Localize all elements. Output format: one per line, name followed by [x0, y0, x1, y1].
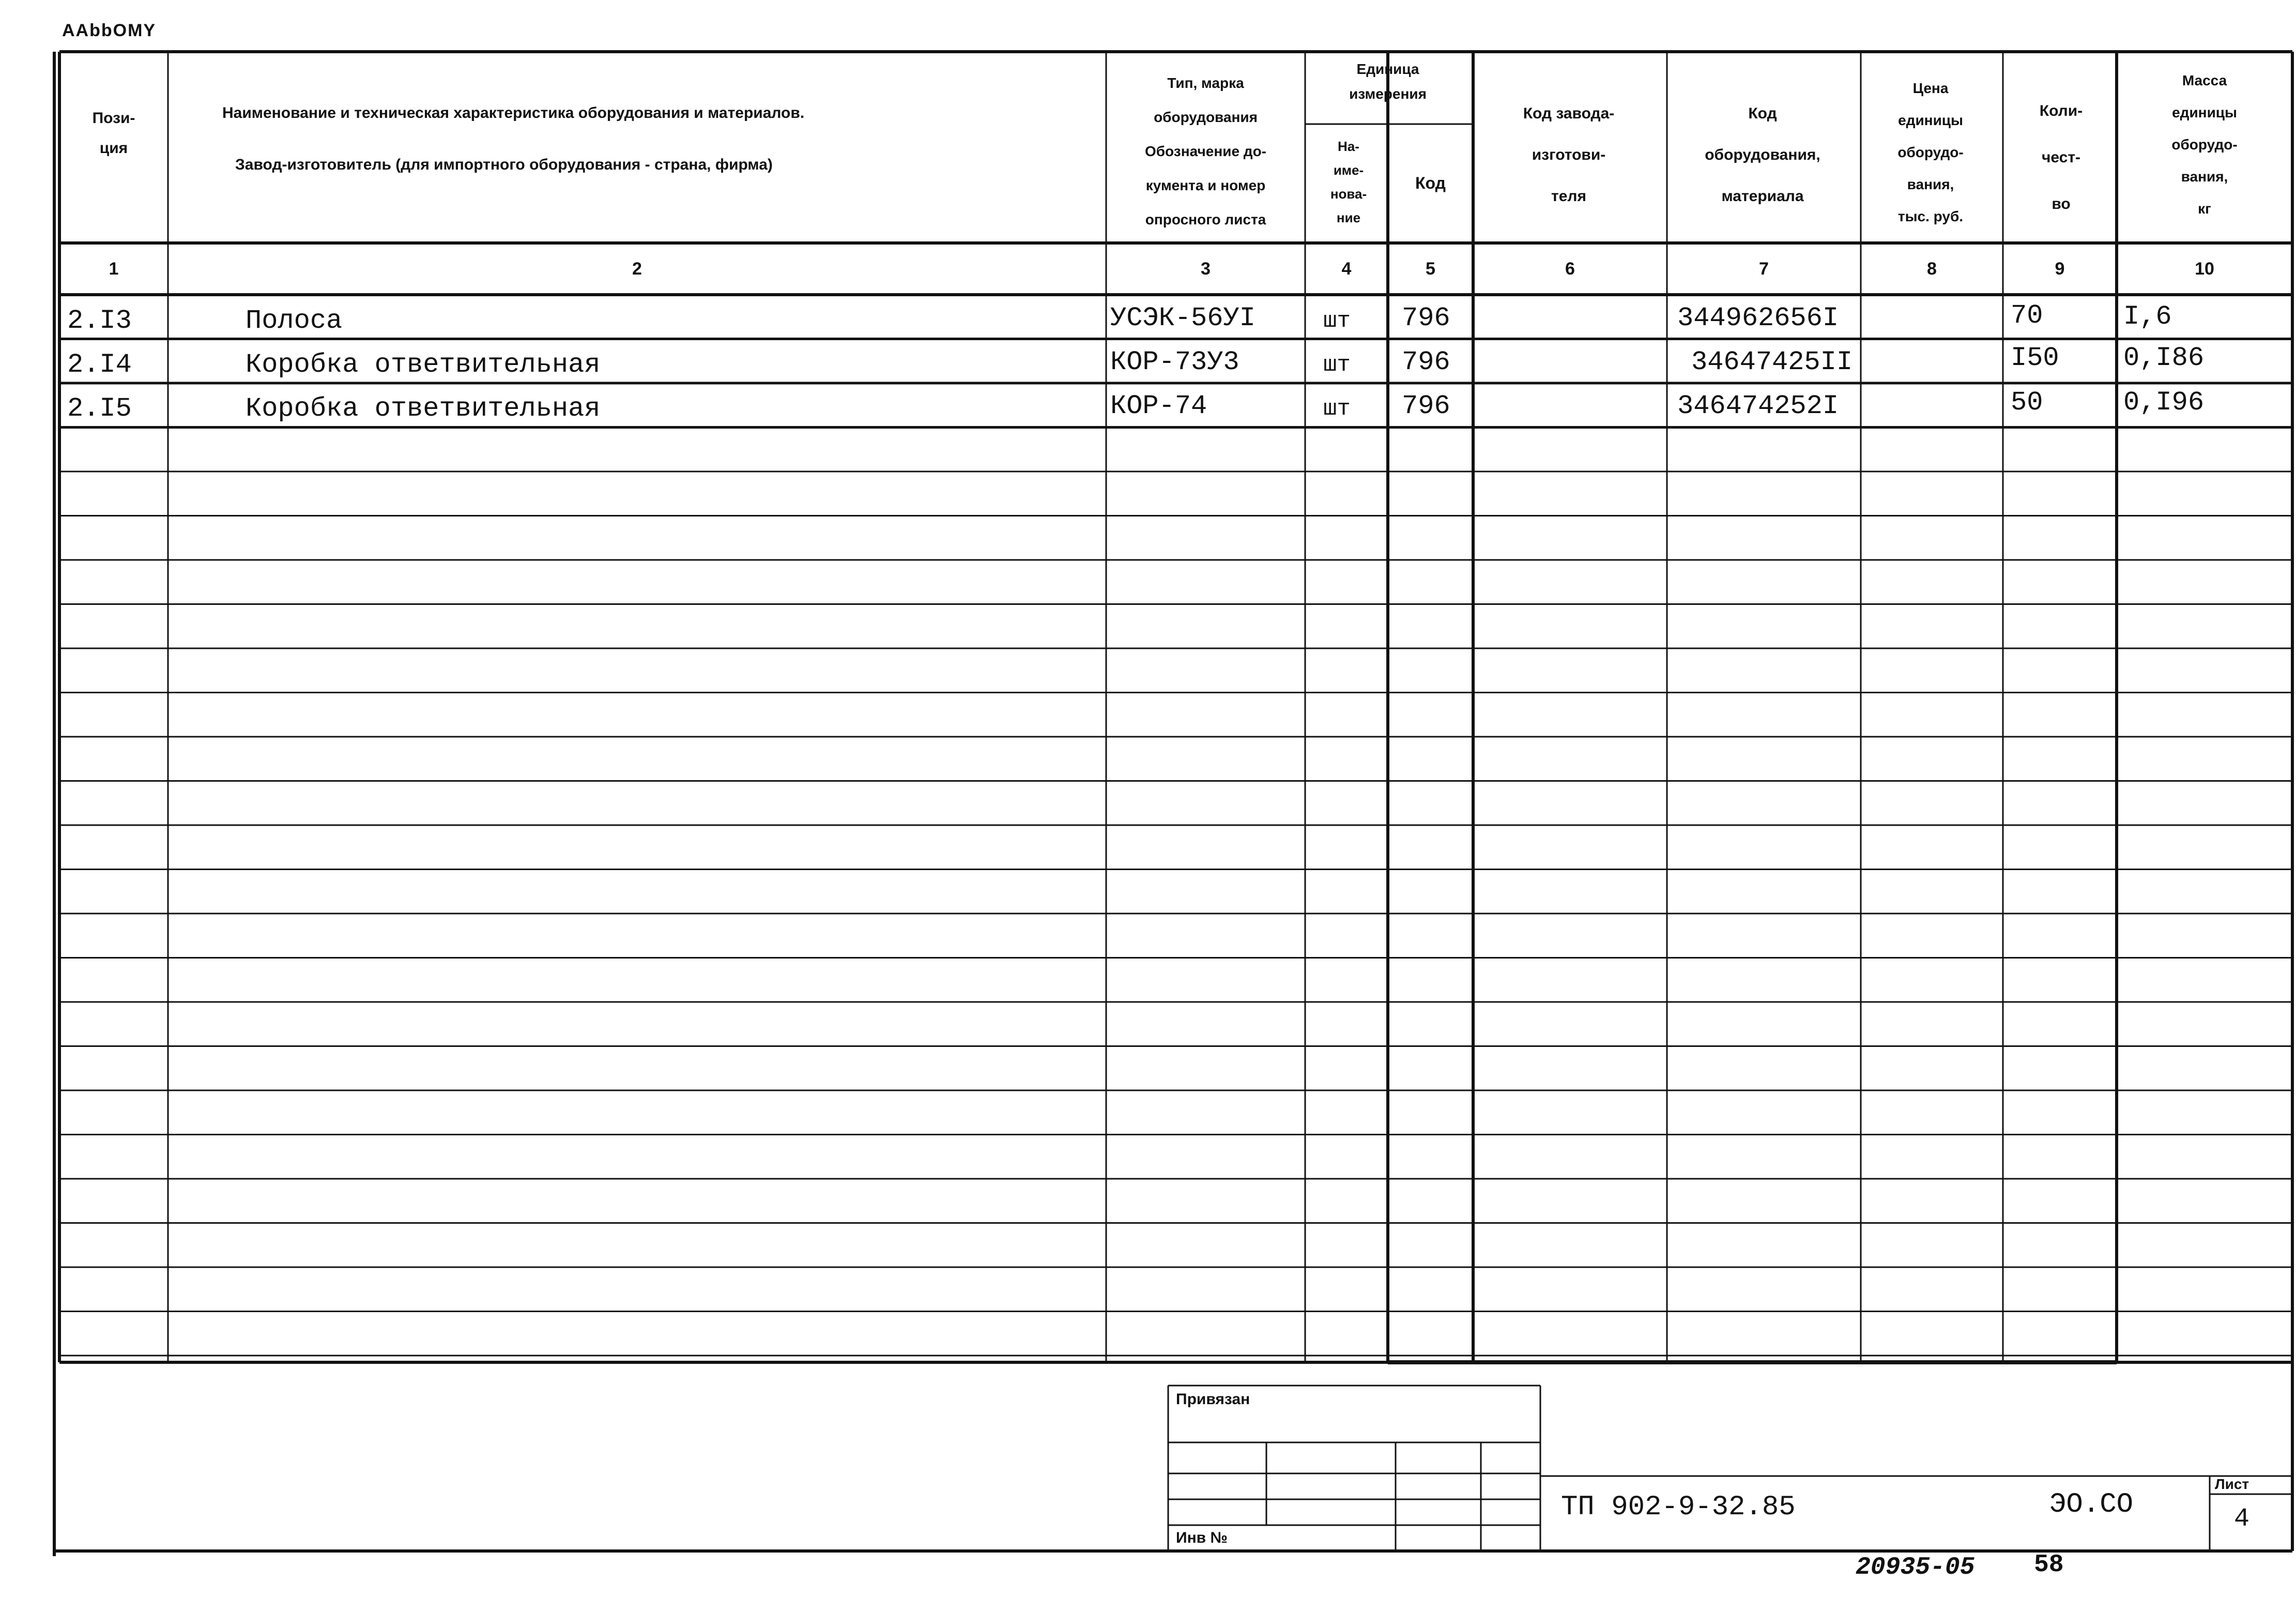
row-position: 2.I4	[67, 349, 132, 380]
header-plant-code: Код завода- изготови- теля	[1523, 105, 1615, 205]
column-number: 5	[1426, 259, 1435, 279]
footer-stamp: 58	[2034, 1551, 2064, 1579]
row-position: 2.I5	[67, 393, 132, 424]
header-name-line1: Наименование и техническая характеристика оборудования и материалов.	[222, 104, 805, 121]
column-number: 2	[632, 259, 642, 279]
row-quantity: 50	[2011, 387, 2043, 418]
row-quantity: I50	[2011, 343, 2059, 373]
header-quantity: Коли- чест- во	[2039, 102, 2083, 212]
header-price: Цена единицы оборудо- вания, тыс. руб.	[1897, 80, 1964, 224]
row-unit: шт	[1323, 352, 1351, 378]
footer-stamp: 20935-05	[1856, 1554, 1975, 1581]
row-type: КОР-74	[1110, 391, 1207, 421]
header-mass: Масса единицы оборудо- вания, кг	[2171, 72, 2238, 217]
header-equipment-code: Код оборудования, материала	[1705, 105, 1820, 205]
row-equipment-code: 346474252I	[1677, 391, 1839, 421]
row-position: 2.I3	[67, 306, 132, 336]
inventory-label: Инв №	[1176, 1529, 1228, 1546]
row-unit-code: 796	[1402, 347, 1450, 377]
header-unit-group: Единица измерения	[1349, 61, 1427, 102]
header-type: Тип, марка оборудования Обозначение до- кумента и номер опросного листа	[1144, 75, 1267, 227]
column-number: 10	[2195, 259, 2214, 279]
row-unit-code: 796	[1402, 391, 1450, 421]
column-number: 9	[2055, 259, 2065, 279]
header-name-line2: Завод-изготовитель (для импортного оборудования - страна, фирма)	[235, 156, 773, 173]
album-label: AAbbOMY	[62, 21, 157, 40]
row-equipment-code: 34647425II	[1691, 347, 1853, 377]
row-type: УСЭК-56УI	[1110, 303, 1256, 333]
row-mass: I,6	[2123, 301, 2172, 332]
section-code: ЭО.СО	[2049, 1489, 2134, 1520]
column-number: 8	[1927, 259, 1937, 279]
row-unit-code: 796	[1402, 303, 1450, 333]
row-unit: шт	[1323, 396, 1351, 422]
row-name: Коробка ответвительная	[246, 349, 601, 380]
sheet-label: Лист	[2215, 1476, 2249, 1492]
document-number: ТП 902-9-32.85	[1561, 1492, 1796, 1523]
row-name: Полоса	[246, 306, 343, 336]
column-number: 3	[1201, 259, 1211, 279]
header-unit-code: Код	[1415, 174, 1446, 192]
sheet-number: 4	[2234, 1504, 2250, 1534]
row-equipment-code: 344962656I	[1677, 303, 1839, 333]
row-name: Коробка ответвительная	[246, 393, 601, 424]
row-mass: 0,I86	[2123, 343, 2205, 373]
column-number: 1	[109, 259, 119, 279]
row-mass: 0,I96	[2123, 387, 2205, 418]
row-type: КОР-73У3	[1110, 347, 1239, 377]
header-position: Пози- ция	[92, 110, 135, 157]
column-number: 6	[1565, 259, 1575, 279]
row-unit: шт	[1323, 308, 1351, 334]
column-number: 4	[1341, 259, 1352, 279]
bound-label: Привязан	[1176, 1391, 1250, 1408]
header-unit-name: На- име- нова- ние	[1330, 139, 1367, 225]
row-quantity: 70	[2011, 300, 2043, 331]
column-number: 7	[1759, 259, 1769, 279]
